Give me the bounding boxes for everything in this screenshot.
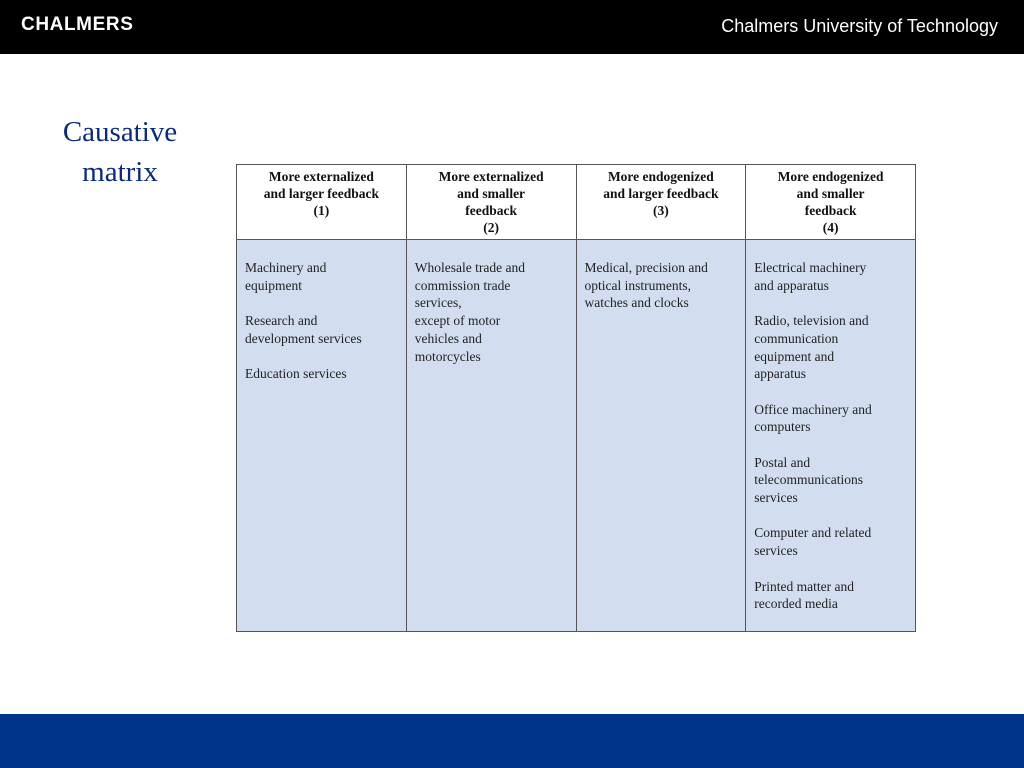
column-header-4: [746, 165, 916, 240]
column-number: (1): [313, 203, 330, 218]
list-item: Medical, precision and optical instruments, watches and clocks: [584, 260, 708, 311]
cell-column-4: [746, 240, 916, 632]
list-item: Postal and telecommunications services: [754, 454, 863, 506]
cell-column-2: [406, 240, 576, 632]
column-header-1: [237, 165, 407, 240]
cell-column-3: [576, 240, 746, 632]
column-heading: More endogenized and larger feedback: [603, 169, 719, 201]
column-number: (2): [483, 220, 499, 235]
column-heading: More externalized and larger feedback: [263, 169, 379, 201]
list-item: Computer and related services: [754, 525, 872, 559]
footer-bar: [0, 714, 1024, 768]
list-item: Electrical machinery and apparatus: [754, 260, 867, 293]
list-item: Machinery and equipment: [245, 260, 327, 293]
list-item: Research and development services: [245, 313, 362, 346]
institution-name: Chalmers University of Technology: [721, 16, 998, 36]
list-item: Office machinery and computers: [754, 401, 872, 435]
table-header-row: [237, 165, 916, 240]
column-header-3: [576, 165, 746, 240]
header-bar: [0, 0, 1024, 54]
list-item: Radio, television and communication equipment and apparatus: [754, 313, 869, 382]
chalmers-logo: CHALMERS: [21, 14, 134, 35]
column-number: (4): [822, 220, 839, 235]
list-item: Wholesale trade and commission trade services, except of motor vehicles and motorcycles: [414, 260, 525, 364]
list-item: Education services: [245, 366, 347, 382]
column-heading: More externalized and smaller feedback: [438, 169, 544, 218]
list-item: Printed matter and recorded media: [754, 578, 854, 612]
slide-title: Causative matrix: [62, 116, 178, 188]
column-heading: More endogenized and smaller feedback: [777, 169, 884, 218]
table-body-row: [237, 240, 916, 632]
column-header-2: [406, 165, 576, 240]
cell-column-1: [237, 240, 407, 632]
causative-matrix-table: [236, 164, 916, 632]
column-number: (3): [653, 203, 669, 218]
